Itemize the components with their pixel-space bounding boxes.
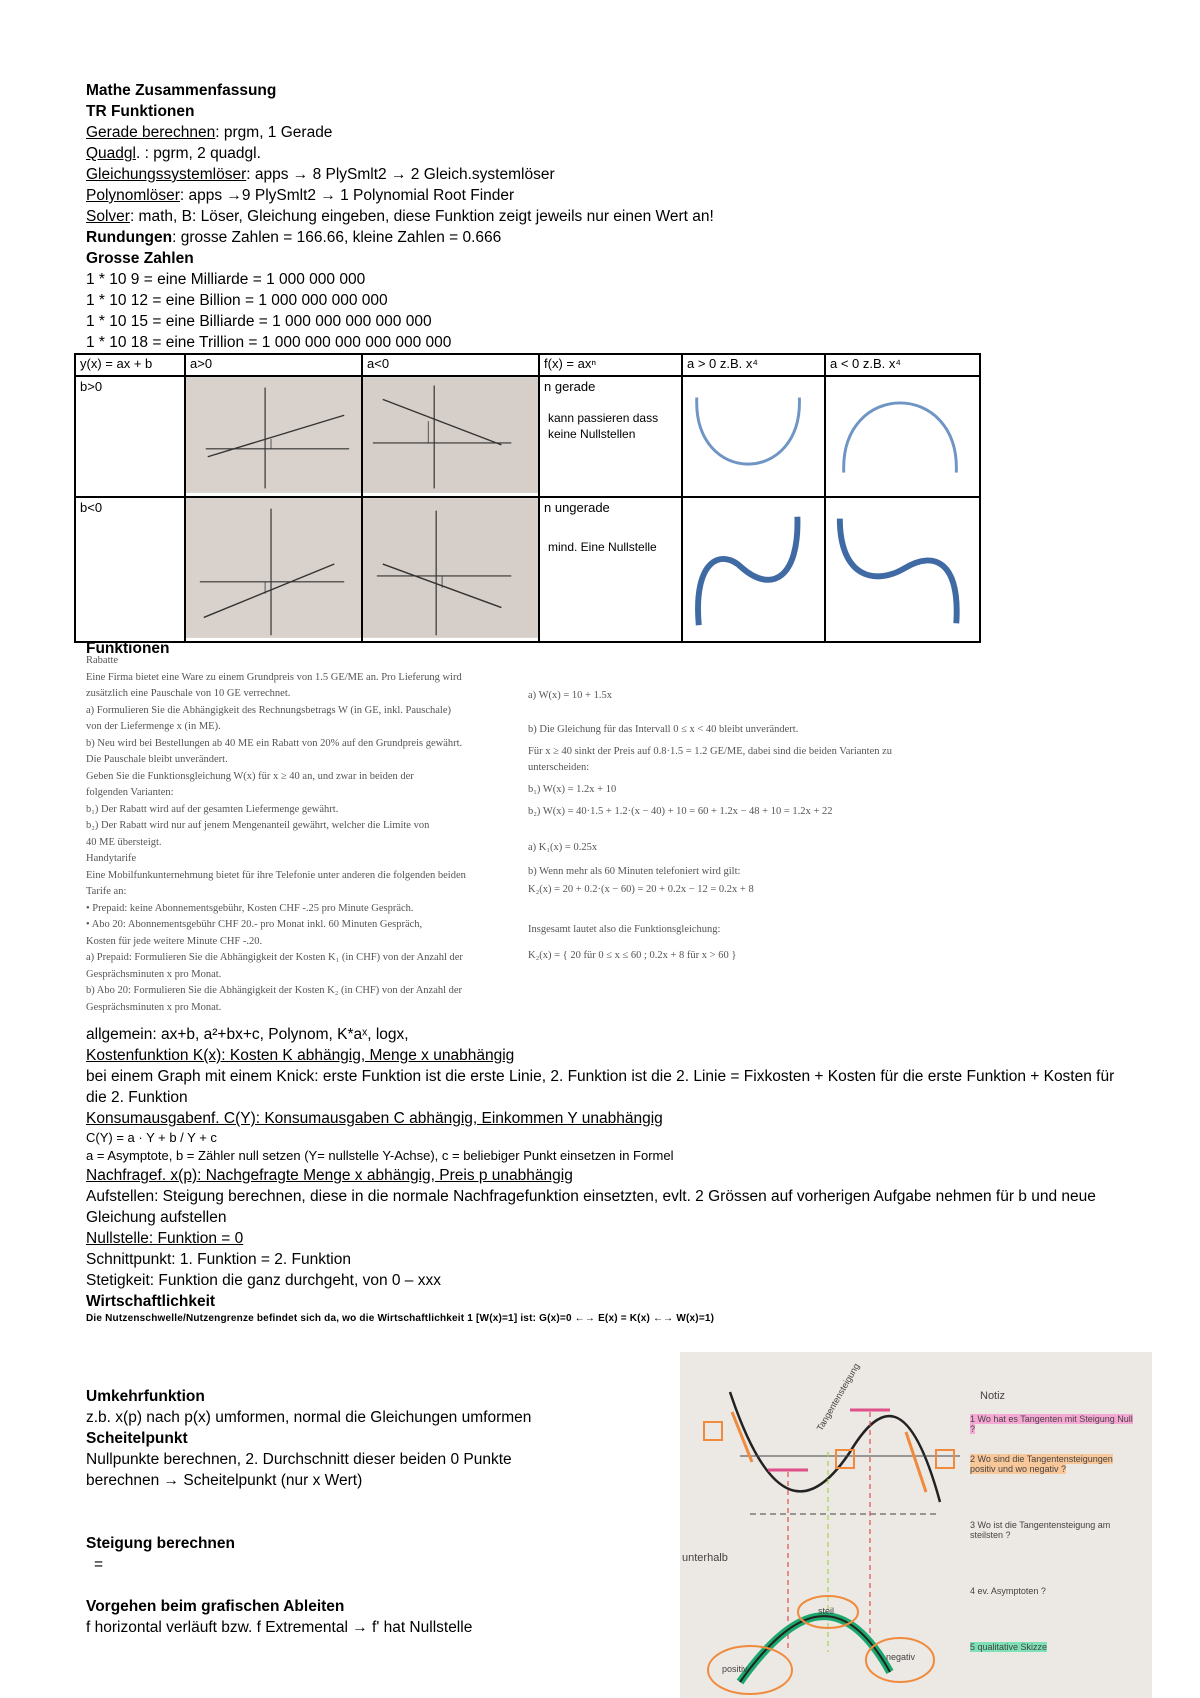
photo-note-item: 2 Wo sind die Tangentensteigungen positiv und wo negativ ?	[970, 1454, 1113, 1474]
table-row	[75, 497, 980, 642]
tr-heading: TR Funktionen	[86, 103, 195, 120]
tr-line	[86, 143, 1126, 164]
tr-line-rest: : math, B: Löser, Gleichung eingeben, diese Funktion zeigt jeweils nur einen Wert an!	[129, 208, 714, 225]
tr-line-label: Solver	[86, 208, 130, 225]
graph-photo-cell	[362, 376, 539, 497]
grosse-zahl-line: 1 * 10 9 = eine Milliarde = 1 000 000 000	[86, 271, 366, 288]
line-graph-photo	[186, 498, 361, 638]
table-header-cell: f(x) = axⁿ	[539, 354, 682, 376]
tr-line	[86, 122, 1126, 143]
row-label: b<0	[80, 500, 103, 515]
function-table	[74, 353, 981, 643]
scan-text-line: Rabatte	[86, 655, 119, 666]
tr-line-label: Polynomlöser	[86, 187, 180, 204]
scan-text-line: Gesprächsminuten x pro Monat.	[86, 1001, 222, 1013]
rundungen-rest: : grosse Zahlen = 166.66, kleine Zahlen = 0.666	[172, 229, 502, 246]
inverted-u-curve-icon	[826, 377, 979, 493]
table-cell	[75, 376, 185, 497]
scan-solution-line: unterscheiden:	[528, 762, 590, 773]
stetigkeit-line: Stetigkeit: Funktion die ganz durchgeht, von 0 – xxx	[86, 1272, 441, 1289]
tr-line	[86, 206, 1126, 227]
scan-text-line: a) Formulieren Sie die Abhängigkeit des Rechnungsbetrags W (in GE, inkl. Pauschale)	[86, 704, 451, 716]
photo-note-item: 1 Wo hat es Tangenten mit Steigung Null ?	[970, 1414, 1133, 1434]
table-cell	[539, 497, 682, 642]
u-curve-icon	[683, 377, 824, 493]
scan-solution-line: b) Die Gleichung für das Intervall 0 ≤ x < 40 bleibt unverändert.	[528, 724, 799, 735]
table-header-cell: a<0	[362, 354, 539, 376]
tr-line-rest: : prgm, 1 Gerade	[215, 124, 333, 141]
grosse-zahl-line: 1 * 10 18 = eine Trillion = 1 000 000 000 000 000 000	[86, 334, 452, 351]
schnittpunkt-line: Schnittpunkt: 1. Funktion = 2. Funktion	[86, 1251, 351, 1268]
ableiten-heading: Vorgehen beim grafischen Ableiten	[86, 1598, 345, 1615]
tr-line-label: Gerade berechnen	[86, 124, 216, 141]
scan-text-line: b) Abo 20: Formulieren Sie die Abhängigkeit der Kosten K₂ (in CHF) von der Anzahl der	[86, 985, 463, 996]
curve-cell	[682, 497, 825, 642]
cell-note: kann passieren dass keine Nullstellen	[548, 411, 659, 441]
scan-text-line: b) Neu wird bei Bestellungen ab 40 ME ein Rabatt von 20% auf den Grundpreis gewährt.	[86, 737, 463, 749]
line-graph-photo	[186, 377, 361, 493]
scan-solution-line: Für x ≥ 40 sinkt der Preis auf 0.8·1.5 = 1.2 GE/ME, dabei sind die beiden Varianten zu	[528, 746, 893, 757]
line-graph-photo	[363, 377, 538, 493]
nullstelle-line: Nullstelle: Funktion = 0	[86, 1230, 244, 1247]
tr-line	[86, 164, 1126, 185]
nachfrage-heading: Nachfragef. x(p): Nachgefragte Menge x abhängig, Preis p unabhängig	[86, 1167, 573, 1184]
curve-cell	[682, 376, 825, 497]
wirtschaft-heading: Wirtschaftlichkeit	[86, 1293, 216, 1310]
kosten-text: bei einem Graph mit einem Knick: erste Funktion ist die erste Linie, 2. Funktion ist die 2. Linie = Fixkosten + Kosten für die erste Funktion + Kosten für die 2. Funktion	[86, 1068, 1115, 1106]
photo-note-title: Notiz	[980, 1390, 1006, 1402]
scan-solution-line: b₁) W(x) = 1.2x + 10	[528, 784, 617, 795]
kosten-heading: Kostenfunktion K(x): Kosten K abhängig, Menge x unabhängig	[86, 1047, 515, 1064]
scan-text-line: folgenden Varianten:	[86, 787, 174, 798]
table-header-cell: y(x) = ax + b	[75, 354, 185, 376]
scan-solution-line: b) Wenn mehr als 60 Minuten telefoniert wird gilt:	[528, 866, 741, 877]
scheitel-heading: Scheitelpunkt	[86, 1430, 188, 1447]
scheitel-text: Nullpunkte berechnen, 2. Durchschnitt dieser beiden 0 Punkte	[86, 1451, 512, 1468]
scan-text-line: Die Pauschale bleibt unverändert.	[86, 754, 228, 765]
cubic-curve-icon	[683, 498, 824, 638]
scan-text-line: a) Prepaid: Formulieren Sie die Abhängigkeit der Kosten K₁ (in CHF) von der Anzahl der	[86, 952, 463, 963]
scan-text-line: Geben Sie die Funktionsgleichung W(x) für x ≥ 40 an, und zwar in beiden der	[86, 770, 414, 782]
document-page	[86, 80, 1126, 353]
graph-photo-cell	[185, 497, 362, 642]
umkehr-text: z.b. x(p) nach p(x) umformen, normal die Gleichungen umformen	[86, 1409, 532, 1426]
photo-note-item: 4 ev. Asymptoten ?	[970, 1586, 1046, 1596]
scan-text-line: b₂) Der Rabatt wird nur auf jenem Mengenanteil gewährt, welcher die Limite von	[86, 820, 430, 831]
curve-cell	[825, 497, 980, 642]
doc-title: Mathe Zusammenfassung	[86, 82, 277, 99]
scan-solution-line: a) W(x) = 10 + 1.5x	[528, 690, 612, 701]
scan-text-line: 40 ME übersteigt.	[86, 836, 162, 848]
tr-line-label: Quadgl	[86, 145, 136, 162]
scan-solution-line: a) K₁(x) = 0.25x	[528, 842, 598, 853]
scanned-solution-right	[528, 690, 1088, 1010]
steigung-text: =	[94, 1556, 104, 1573]
scan-text-line: Gesprächsminuten x pro Monat.	[86, 968, 222, 980]
scan-text-line: Kosten für jede weitere Minute CHF -.20.	[86, 935, 263, 947]
grosse-zahl-line: 1 * 10 12 = eine Billion = 1 000 000 000 000	[86, 292, 388, 309]
scan-text-line: • Prepaid: keine Abonnementsgebühr, Kosten CHF -.25 pro Minute Gespräch.	[86, 902, 414, 914]
scan-solution-line: Insgesamt lautet also die Funktionsgleichung:	[528, 924, 721, 935]
photo-note-item: 3 Wo ist die Tangentensteigung am steilsten ?	[970, 1520, 1111, 1540]
scan-text-line: Eine Mobilfunkunternehmung bietet für ihre Telefonie unter anderen die folgenden beiden	[86, 869, 466, 881]
table-header-cell: a>0	[185, 354, 362, 376]
nachfrage-text: Aufstellen: Steigung berechnen, diese in die normale Nachfragefunktion einsetzten, evlt. 2 Grössen auf vorherigen Aufgabe nehmen für b und neue Gleichung aufstellen	[86, 1188, 1096, 1226]
notes-photo	[680, 1352, 1152, 1698]
photo-label: unterhalb	[682, 1552, 728, 1564]
scan-text-line: zusätzlich eine Pauschale von 10 GE verrechnet.	[86, 688, 291, 699]
photo-label: steil	[818, 1606, 835, 1616]
allgemein-section	[86, 1024, 1136, 1326]
tr-line-label: Gleichungssystemlöser	[86, 166, 247, 183]
line-graph-photo	[363, 498, 538, 638]
curve-cell	[825, 376, 980, 497]
tr-line	[86, 185, 1126, 206]
scan-text-line: von der Liefermenge x (in ME).	[86, 721, 221, 732]
konsum-formula: C(Y) = a · Y + b / Y + c	[86, 1130, 217, 1145]
n-label: n gerade	[544, 379, 596, 394]
grosse-zahl-line: 1 * 10 15 = eine Billiarde = 1 000 000 000 000 000	[86, 313, 432, 330]
photo-label: negativ	[886, 1652, 916, 1662]
tr-line-rest: : apps → 8 PlySmlt2 → 2 Gleich.systemlöser	[246, 166, 555, 183]
inverted-cubic-curve-icon	[826, 498, 979, 638]
rundungen-label: Rundungen	[86, 229, 173, 246]
umkehr-heading: Umkehrfunktion	[86, 1388, 205, 1405]
scan-solution-line: K₂(x) = 20 + 0.2·(x − 60) = 20 + 0.2x − 12 = 0.2x + 8	[528, 884, 754, 895]
scan-solution-line: b₂) W(x) = 40·1.5 + 1.2·(x − 40) + 10 = 60 + 1.2x − 48 + 10 = 1.2x + 22	[528, 806, 833, 817]
konsum-heading: Konsumausgabenf. C(Y): Konsumausgaben C abhängig, Einkommen Y unabhängig	[86, 1110, 663, 1127]
konsum-text: a = Asymptote, b = Zähler null setzen (Y= nullstelle Y-Achse), c = beliebiger Punkt einsetzen in Formel	[86, 1148, 674, 1163]
allgemein-line: allgemein: ax+b, a²+bx+c, Polynom, K*aˣ, logx,	[86, 1026, 409, 1043]
scan-text-line: • Abo 20: Abonnementsgebühr CHF 20.- pro Monat inkl. 60 Minuten Gespräch,	[86, 919, 423, 930]
scan-text-line: Tarife an:	[86, 886, 127, 897]
ableiten-text: f horizontal verläuft bzw. f Extremental → f' hat Nullstelle	[86, 1619, 473, 1636]
n-label: n ungerade	[544, 500, 610, 515]
grosse-zahlen-heading: Grosse Zahlen	[86, 250, 194, 267]
row-label: b>0	[80, 379, 103, 394]
photo-label: Tangentensteigung	[814, 1361, 862, 1433]
photo-note-item: 5 qualitative Skizze	[970, 1642, 1048, 1652]
table-row	[75, 376, 980, 497]
table-header-row	[75, 354, 980, 376]
scan-text-line: b₁) Der Rabatt wird auf der gesamten Liefermenge gewährt.	[86, 803, 339, 815]
table-header-cell: a > 0 z.B. x⁴	[682, 354, 825, 376]
scan-text-line: Handytarife	[86, 853, 137, 864]
steigung-heading: Steigung berechnen	[86, 1535, 235, 1552]
tr-line-rest: : apps →9 PlySmlt2 → 1 Polynomial Root Finder	[179, 187, 515, 204]
cell-note: mind. Eine Nullstelle	[548, 540, 657, 554]
graph-photo-cell	[362, 497, 539, 642]
table-cell	[539, 376, 682, 497]
scheitel-text: berechnen → Scheitelpunkt (nur x Wert)	[86, 1472, 363, 1489]
table-cell	[75, 497, 185, 642]
scan-solution-line: K₂(x) = { 20 für 0 ≤ x ≤ 60 ; 0.2x + 8 für x > 60 }	[528, 950, 737, 961]
rundungen-line	[86, 227, 1126, 248]
lower-section	[86, 1386, 666, 1638]
photo-label: positiv	[722, 1664, 748, 1674]
scan-text-line: Eine Firma bietet eine Ware zu einem Grundpreis von 1.5 GE/ME an. Pro Lieferung wird	[86, 671, 462, 683]
graph-photo-cell	[185, 376, 362, 497]
tr-line-rest: . : pgrm, 2 quadgl.	[135, 145, 261, 162]
wirtschaft-text: Die Nutzenschwelle/Nutzengrenze befindet sich da, wo die Wirtschaftlichkeit 1 [W(x)=1] ist: G(x)=0 ←→ E(x) = K(x) ←→ W(x)=1)	[86, 1313, 715, 1324]
table-header-cell: a < 0 z.B. x⁴	[825, 354, 980, 376]
funktionen-heading: Funktionen	[86, 640, 170, 657]
